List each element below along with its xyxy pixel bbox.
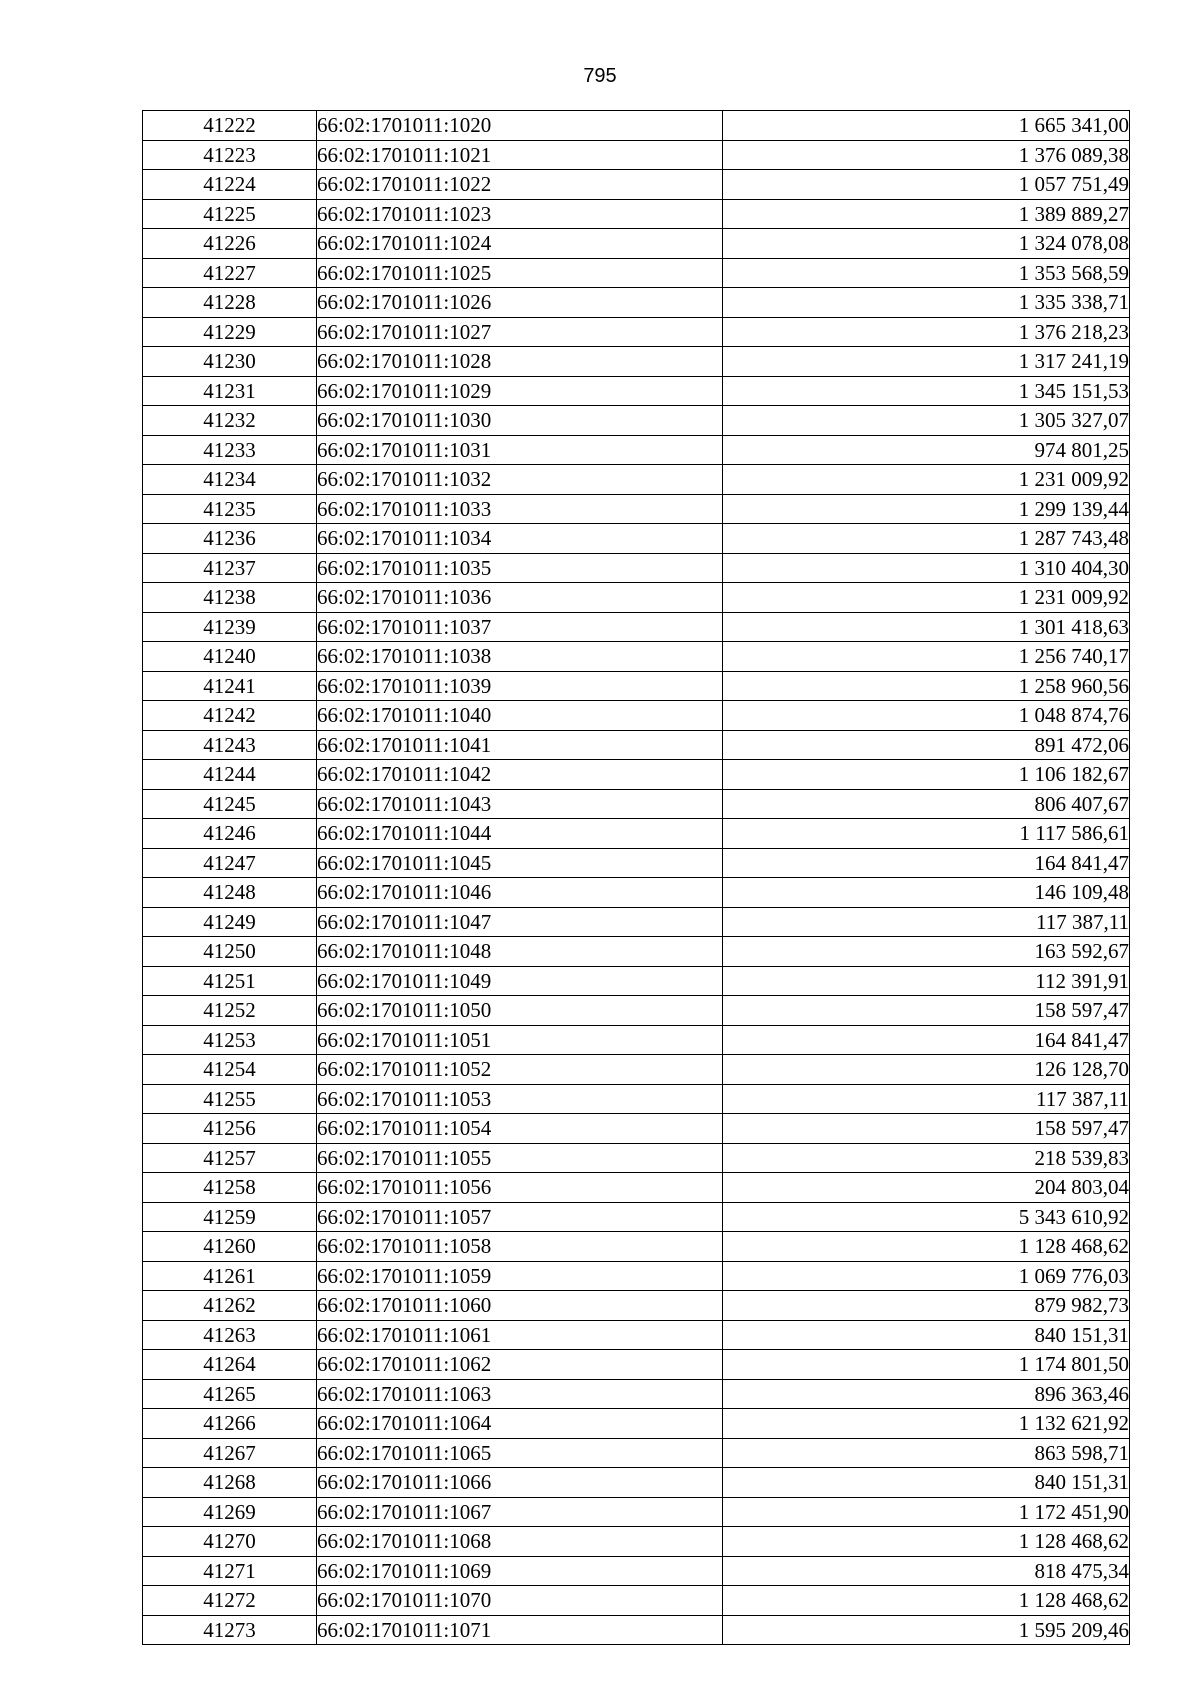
table-row (143, 494, 1130, 524)
table-row (143, 848, 1130, 878)
cadastral-value-cell: 1 128 468,62 (723, 1232, 1130, 1262)
cadastral-number-cell: 66:02:1701011:1028 (317, 347, 723, 377)
cadastral-value-cell: 117 387,11 (723, 1084, 1130, 1114)
cadastral-number-cell: 66:02:1701011:1051 (317, 1025, 723, 1055)
cadastral-number-cell: 66:02:1701011:1050 (317, 996, 723, 1026)
table-body (143, 111, 1130, 1645)
row-number-cell: 41259 (143, 1202, 317, 1232)
cadastral-value-cell: 1 345 151,53 (723, 376, 1130, 406)
cadastral-number-cell: 66:02:1701011:1037 (317, 612, 723, 642)
table-row (143, 111, 1130, 141)
row-number-cell: 41225 (143, 199, 317, 229)
cadastral-number-cell: 66:02:1701011:1033 (317, 494, 723, 524)
row-number-cell: 41267 (143, 1438, 317, 1468)
row-number-cell: 41238 (143, 583, 317, 613)
table-row (143, 1084, 1130, 1114)
row-number-cell: 41240 (143, 642, 317, 672)
cadastral-number-cell: 66:02:1701011:1069 (317, 1556, 723, 1586)
row-number-cell: 41272 (143, 1586, 317, 1616)
cadastral-number-cell: 66:02:1701011:1067 (317, 1497, 723, 1527)
cadastral-value-cell: 204 803,04 (723, 1173, 1130, 1203)
table-row (143, 199, 1130, 229)
cadastral-number-cell: 66:02:1701011:1026 (317, 288, 723, 318)
row-number-cell: 41255 (143, 1084, 317, 1114)
cadastral-number-cell: 66:02:1701011:1042 (317, 760, 723, 790)
row-number-cell: 41247 (143, 848, 317, 878)
row-number-cell: 41234 (143, 465, 317, 495)
cadastral-value-cell: 840 151,31 (723, 1320, 1130, 1350)
cadastral-number-cell: 66:02:1701011:1066 (317, 1468, 723, 1498)
cadastral-value-cell: 5 343 610,92 (723, 1202, 1130, 1232)
cadastral-number-cell: 66:02:1701011:1044 (317, 819, 723, 849)
cadastral-value-cell: 806 407,67 (723, 789, 1130, 819)
table-row (143, 612, 1130, 642)
cadastral-value-cell: 1 231 009,92 (723, 583, 1130, 613)
cadastral-number-cell: 66:02:1701011:1021 (317, 140, 723, 170)
row-number-cell: 41260 (143, 1232, 317, 1262)
cadastral-value-cell: 1 376 089,38 (723, 140, 1130, 170)
cadastral-value-cell: 112 391,91 (723, 966, 1130, 996)
cadastral-number-cell: 66:02:1701011:1063 (317, 1379, 723, 1409)
cadastral-value-cell: 1 256 740,17 (723, 642, 1130, 672)
cadastral-number-cell: 66:02:1701011:1071 (317, 1615, 723, 1645)
cadastral-number-cell: 66:02:1701011:1020 (317, 111, 723, 141)
table-row (143, 1379, 1130, 1409)
row-number-cell: 41248 (143, 878, 317, 908)
cadastral-number-cell: 66:02:1701011:1036 (317, 583, 723, 613)
cadastral-value-cell: 891 472,06 (723, 730, 1130, 760)
cadastral-number-cell: 66:02:1701011:1061 (317, 1320, 723, 1350)
row-number-cell: 41232 (143, 406, 317, 436)
table-row (143, 258, 1130, 288)
table-row (143, 465, 1130, 495)
cadastral-number-cell: 66:02:1701011:1062 (317, 1350, 723, 1380)
cadastral-value-cell: 879 982,73 (723, 1291, 1130, 1321)
cadastral-number-cell: 66:02:1701011:1047 (317, 907, 723, 937)
cadastral-value-cell: 896 363,46 (723, 1379, 1130, 1409)
cadastral-value-cell: 1 317 241,19 (723, 347, 1130, 377)
row-number-cell: 41230 (143, 347, 317, 377)
cadastral-value-cell: 164 841,47 (723, 1025, 1130, 1055)
cadastral-value-cell: 974 801,25 (723, 435, 1130, 465)
cadastral-value-cell: 126 128,70 (723, 1055, 1130, 1085)
row-number-cell: 41241 (143, 671, 317, 701)
table-row (143, 317, 1130, 347)
table-row (143, 1291, 1130, 1321)
table-row (143, 347, 1130, 377)
cadastral-number-cell: 66:02:1701011:1024 (317, 229, 723, 259)
cadastral-number-cell: 66:02:1701011:1046 (317, 878, 723, 908)
cadastral-value-cell: 1 353 568,59 (723, 258, 1130, 288)
cadastral-value-cell: 1 128 468,62 (723, 1586, 1130, 1616)
table-row (143, 1586, 1130, 1616)
cadastral-number-cell: 66:02:1701011:1045 (317, 848, 723, 878)
row-number-cell: 41245 (143, 789, 317, 819)
row-number-cell: 41262 (143, 1291, 317, 1321)
row-number-cell: 41252 (143, 996, 317, 1026)
table-row (143, 1114, 1130, 1144)
cadastral-number-cell: 66:02:1701011:1023 (317, 199, 723, 229)
row-number-cell: 41263 (143, 1320, 317, 1350)
row-number-cell: 41233 (143, 435, 317, 465)
cadastral-value-cell: 218 539,83 (723, 1143, 1130, 1173)
cadastral-value-cell: 1 299 139,44 (723, 494, 1130, 524)
table-row (143, 1173, 1130, 1203)
cadastral-value-cell: 1 335 338,71 (723, 288, 1130, 318)
cadastral-value-cell: 1 258 960,56 (723, 671, 1130, 701)
row-number-cell: 41258 (143, 1173, 317, 1203)
row-number-cell: 41265 (143, 1379, 317, 1409)
cadastral-value-cell: 158 597,47 (723, 996, 1130, 1026)
cadastral-value-cell: 1 069 776,03 (723, 1261, 1130, 1291)
row-number-cell: 41266 (143, 1409, 317, 1439)
cadastral-value-cell: 1 128 468,62 (723, 1527, 1130, 1557)
table-row (143, 1232, 1130, 1262)
row-number-cell: 41229 (143, 317, 317, 347)
cadastral-value-cell: 863 598,71 (723, 1438, 1130, 1468)
row-number-cell: 41239 (143, 612, 317, 642)
cadastral-number-cell: 66:02:1701011:1065 (317, 1438, 723, 1468)
table-row (143, 937, 1130, 967)
row-number-cell: 41257 (143, 1143, 317, 1173)
table-row (143, 524, 1130, 554)
cadastral-number-cell: 66:02:1701011:1057 (317, 1202, 723, 1232)
row-number-cell: 41222 (143, 111, 317, 141)
table-row (143, 140, 1130, 170)
cadastral-number-cell: 66:02:1701011:1049 (317, 966, 723, 996)
table-row (143, 1202, 1130, 1232)
cadastral-number-cell: 66:02:1701011:1041 (317, 730, 723, 760)
table-row (143, 1615, 1130, 1645)
cadastral-number-cell: 66:02:1701011:1068 (317, 1527, 723, 1557)
row-number-cell: 41273 (143, 1615, 317, 1645)
row-number-cell: 41254 (143, 1055, 317, 1085)
table-row (143, 288, 1130, 318)
cadastral-value-cell: 1 174 801,50 (723, 1350, 1130, 1380)
table-row (143, 406, 1130, 436)
table-row (143, 1556, 1130, 1586)
cadastral-value-cell: 1 106 182,67 (723, 760, 1130, 790)
cadastral-number-cell: 66:02:1701011:1022 (317, 170, 723, 200)
row-number-cell: 41264 (143, 1350, 317, 1380)
cadastral-value-cell: 1 287 743,48 (723, 524, 1130, 554)
row-number-cell: 41223 (143, 140, 317, 170)
cadastral-number-cell: 66:02:1701011:1038 (317, 642, 723, 672)
cadastral-number-cell: 66:02:1701011:1025 (317, 258, 723, 288)
table-row (143, 907, 1130, 937)
row-number-cell: 41228 (143, 288, 317, 318)
row-number-cell: 41224 (143, 170, 317, 200)
cadastral-value-cell: 1 117 586,61 (723, 819, 1130, 849)
row-number-cell: 41227 (143, 258, 317, 288)
row-number-cell: 41256 (143, 1114, 317, 1144)
cadastral-number-cell: 66:02:1701011:1035 (317, 553, 723, 583)
cadastral-number-cell: 66:02:1701011:1043 (317, 789, 723, 819)
row-number-cell: 41249 (143, 907, 317, 937)
table-row (143, 642, 1130, 672)
cadastral-number-cell: 66:02:1701011:1027 (317, 317, 723, 347)
table-row (143, 1497, 1130, 1527)
row-number-cell: 41251 (143, 966, 317, 996)
cadastral-value-cell: 1 057 751,49 (723, 170, 1130, 200)
table-row (143, 1438, 1130, 1468)
table-row (143, 878, 1130, 908)
cadastral-value-cell: 164 841,47 (723, 848, 1130, 878)
cadastral-value-cell: 1 324 078,08 (723, 229, 1130, 259)
cadastral-number-cell: 66:02:1701011:1029 (317, 376, 723, 406)
row-number-cell: 41250 (143, 937, 317, 967)
cadastral-number-cell: 66:02:1701011:1060 (317, 1291, 723, 1321)
cadastral-value-cell: 840 151,31 (723, 1468, 1130, 1498)
page-number: 795 (583, 65, 617, 87)
table-row (143, 1143, 1130, 1173)
cadastral-number-cell: 66:02:1701011:1053 (317, 1084, 723, 1114)
row-number-cell: 41269 (143, 1497, 317, 1527)
cadastral-value-cell: 1 595 209,46 (723, 1615, 1130, 1645)
cadastral-value-cell: 1 172 451,90 (723, 1497, 1130, 1527)
cadastral-value-cell: 1 665 341,00 (723, 111, 1130, 141)
cadastral-number-cell: 66:02:1701011:1055 (317, 1143, 723, 1173)
cadastral-value-cell: 1 301 418,63 (723, 612, 1130, 642)
cadastral-value-cell: 1 132 621,92 (723, 1409, 1130, 1439)
row-number-cell: 41231 (143, 376, 317, 406)
cadastral-number-cell: 66:02:1701011:1052 (317, 1055, 723, 1085)
table-row (143, 1055, 1130, 1085)
row-number-cell: 41270 (143, 1527, 317, 1557)
cadastral-value-cell: 158 597,47 (723, 1114, 1130, 1144)
table-row (143, 1409, 1130, 1439)
row-number-cell: 41246 (143, 819, 317, 849)
cadastral-number-cell: 66:02:1701011:1056 (317, 1173, 723, 1203)
table-row (143, 1527, 1130, 1557)
row-number-cell: 41261 (143, 1261, 317, 1291)
row-number-cell: 41235 (143, 494, 317, 524)
table-row (143, 819, 1130, 849)
cadastral-value-cell: 1 305 327,07 (723, 406, 1130, 436)
table-row (143, 789, 1130, 819)
table-row (143, 583, 1130, 613)
cadastral-number-cell: 66:02:1701011:1032 (317, 465, 723, 495)
cadastral-value-cell: 146 109,48 (723, 878, 1130, 908)
table-row (143, 1350, 1130, 1380)
cadastral-value-cell: 1 376 218,23 (723, 317, 1130, 347)
table-row (143, 966, 1130, 996)
table-row (143, 1320, 1130, 1350)
row-number-cell: 41236 (143, 524, 317, 554)
table-row (143, 671, 1130, 701)
table-row (143, 1025, 1130, 1055)
cadastral-number-cell: 66:02:1701011:1031 (317, 435, 723, 465)
table-row (143, 760, 1130, 790)
table-row (143, 1468, 1130, 1498)
cadastral-value-cell: 163 592,67 (723, 937, 1130, 967)
table-row (143, 701, 1130, 731)
cadastral-number-cell: 66:02:1701011:1070 (317, 1586, 723, 1616)
table-row (143, 1261, 1130, 1291)
row-number-cell: 41237 (143, 553, 317, 583)
table-row (143, 376, 1130, 406)
cadastral-value-cell: 1 389 889,27 (723, 199, 1130, 229)
table-row (143, 435, 1130, 465)
cadastral-number-cell: 66:02:1701011:1058 (317, 1232, 723, 1262)
cadastral-number-cell: 66:02:1701011:1040 (317, 701, 723, 731)
table-row (143, 170, 1130, 200)
cadastral-value-cell: 818 475,34 (723, 1556, 1130, 1586)
cadastral-number-cell: 66:02:1701011:1048 (317, 937, 723, 967)
cadastral-number-cell: 66:02:1701011:1064 (317, 1409, 723, 1439)
row-number-cell: 41242 (143, 701, 317, 731)
table-row (143, 996, 1130, 1026)
cadastral-value-cell: 1 048 874,76 (723, 701, 1130, 731)
cadastral-number-cell: 66:02:1701011:1059 (317, 1261, 723, 1291)
row-number-cell: 41226 (143, 229, 317, 259)
cadastral-value-cell: 117 387,11 (723, 907, 1130, 937)
row-number-cell: 41244 (143, 760, 317, 790)
cadastral-number-cell: 66:02:1701011:1034 (317, 524, 723, 554)
table-row (143, 553, 1130, 583)
table-row (143, 229, 1130, 259)
row-number-cell: 41253 (143, 1025, 317, 1055)
row-number-cell: 41268 (143, 1468, 317, 1498)
cadastral-number-cell: 66:02:1701011:1054 (317, 1114, 723, 1144)
cadastral-number-cell: 66:02:1701011:1030 (317, 406, 723, 436)
cadastral-value-table (142, 110, 1130, 1645)
row-number-cell: 41243 (143, 730, 317, 760)
cadastral-number-cell: 66:02:1701011:1039 (317, 671, 723, 701)
row-number-cell: 41271 (143, 1556, 317, 1586)
table-row (143, 730, 1130, 760)
cadastral-value-cell: 1 310 404,30 (723, 553, 1130, 583)
cadastral-value-cell: 1 231 009,92 (723, 465, 1130, 495)
